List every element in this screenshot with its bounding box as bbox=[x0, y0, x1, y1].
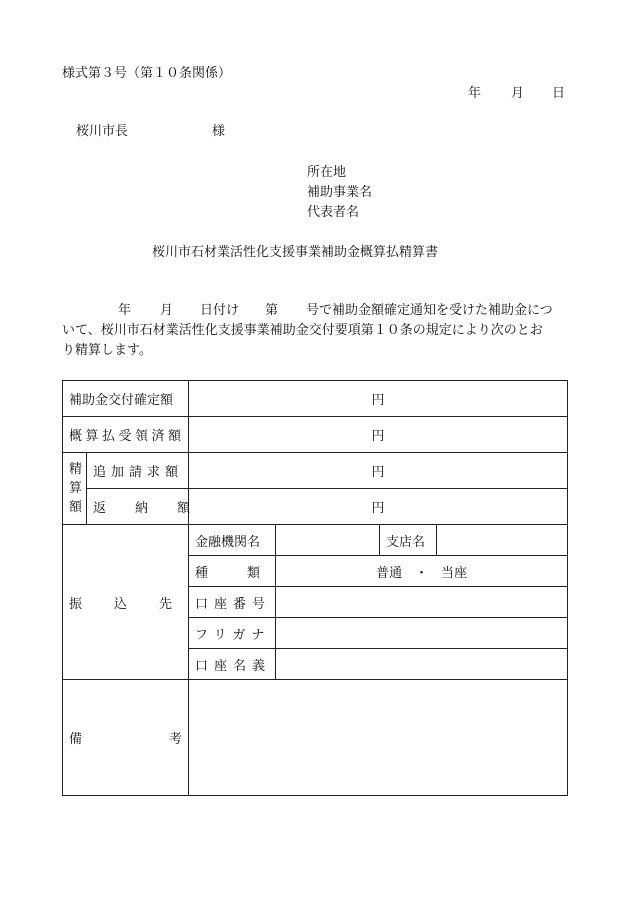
document-title: 桜川市石材業活性化支援事業補助金概算払精算書 bbox=[152, 245, 439, 260]
account-holder-label: 口座名義 bbox=[195, 658, 272, 674]
confirmed-amount-label: 補助金交付確定額 bbox=[63, 381, 189, 417]
additional-request-label: 追加請求額 bbox=[93, 465, 184, 480]
yen-unit: 円 bbox=[371, 465, 385, 480]
account-holder-input[interactable] bbox=[276, 649, 568, 680]
form-number: 様式第３号（第１０条関係） bbox=[62, 66, 232, 81]
settlement-label-char: 精 bbox=[69, 462, 83, 477]
body-line1-rest: 号で補助金額確定通知を受けた補助金につ bbox=[306, 303, 553, 318]
yen-unit: 円 bbox=[371, 393, 385, 408]
body-dated-label: 日付け bbox=[200, 303, 240, 318]
business-name-label: 補助事業名 bbox=[307, 185, 373, 200]
branch-name-input[interactable] bbox=[437, 525, 568, 556]
honorific: 様 bbox=[212, 124, 226, 139]
remarks-row bbox=[63, 680, 568, 796]
body-month-label: 月 bbox=[160, 303, 174, 318]
representative-label: 代表者名 bbox=[307, 205, 360, 220]
addressee: 桜川市長 bbox=[76, 124, 129, 139]
bank-name-label: 金融機関名 bbox=[189, 525, 276, 556]
date-year-label: 年 bbox=[468, 86, 482, 101]
body-line3: り精算します。 bbox=[62, 343, 152, 358]
prepaid-amount-value[interactable] bbox=[189, 417, 568, 453]
yen-unit: 円 bbox=[371, 429, 385, 444]
account-type-label: 種類 bbox=[195, 565, 300, 581]
refund-value[interactable] bbox=[189, 489, 568, 525]
settlement-label-char: 額 bbox=[69, 500, 83, 515]
refund-label: 返納額 bbox=[93, 501, 220, 516]
body-year-label: 年 bbox=[118, 303, 132, 318]
account-number-label: 口座番号 bbox=[195, 596, 272, 612]
confirmed-amount-value[interactable] bbox=[189, 381, 568, 417]
prepaid-amount-label bbox=[69, 425, 185, 444]
address-label: 所在地 bbox=[307, 165, 347, 180]
remarks-label: 備考 bbox=[69, 732, 270, 747]
account-type-value[interactable]: 普通 ・ 当座 bbox=[276, 556, 568, 587]
account-number-input[interactable] bbox=[276, 587, 568, 618]
furigana-input[interactable] bbox=[276, 618, 568, 649]
settlement-label bbox=[63, 453, 87, 525]
additional-request-row bbox=[63, 453, 568, 489]
prepaid-amount-row bbox=[63, 417, 568, 453]
furigana-label: フリガナ bbox=[195, 627, 271, 643]
yen-unit: 円 bbox=[371, 501, 385, 516]
settlement-label-char: 算 bbox=[69, 481, 83, 496]
settlement-table bbox=[62, 380, 568, 796]
bank-row bbox=[63, 525, 568, 556]
branch-name-label: 支店名 bbox=[380, 525, 437, 556]
prepaid-amount-text: 概算払受領済額 bbox=[69, 429, 185, 444]
body-line2: いて、桜川市石材業活性化支援事業補助金交付要項第１０条の規定により次のとお bbox=[62, 323, 543, 338]
transfer-label: 振込先 bbox=[69, 596, 205, 612]
confirmed-amount-row bbox=[63, 381, 568, 417]
date-day-label: 日 bbox=[552, 86, 566, 101]
body-number-prefix: 第 bbox=[265, 303, 279, 318]
date-month-label: 月 bbox=[511, 86, 525, 101]
refund-row bbox=[63, 489, 568, 525]
additional-request-value[interactable] bbox=[189, 453, 568, 489]
bank-name-input[interactable] bbox=[276, 525, 380, 556]
